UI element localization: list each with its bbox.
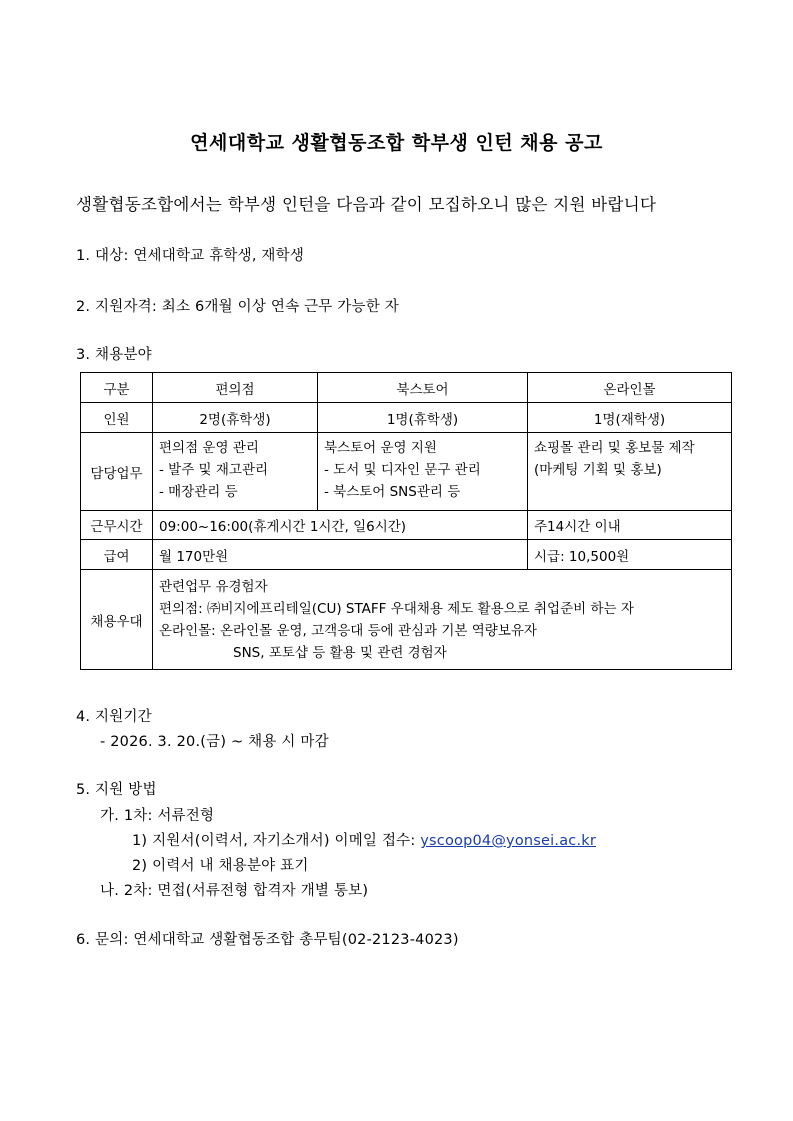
section-method-heading: 5. 지원 방법 [76,782,157,798]
header-convenience-store: 편의점 [153,373,318,403]
table-row-preference [81,570,732,670]
cell-personnel-convenience: 2명(휴학생) [153,403,318,433]
section-contact: 6. 문의: 연세대학교 생활협동조합 총무팀(02-2123-4023) [76,932,459,948]
cell-personnel-bookstore: 1명(휴학생) [318,403,528,433]
section-period-heading: 4. 지원기간 [76,709,152,725]
section-period-detail: - 2026. 3. 20.(금) ~ 채용 시 마감 [100,734,329,750]
page-title: 연세대학교 생활협동조합 학부생 인턴 채용 공고 [190,132,603,154]
row-label-personnel: 인원 [81,403,153,433]
method-step2: 나. 2차: 면접(서류전형 합격자 개별 통보) [100,883,369,899]
table-row-personnel [81,403,732,433]
section-fields-heading: 3. 채용분야 [76,347,152,363]
cell-pay-online: 시급: 10,500원 [528,540,732,570]
row-label-preference: 채용우대 [81,570,153,670]
method-step1-item2: 2) 이력서 내 채용분야 표기 [132,858,309,874]
duty-line: 편의점 운영 관리 [159,440,259,456]
duty-line: - 북스토어 SNS관리 등 [324,484,461,500]
table-row-duties [81,433,732,511]
duty-line: - 매장관리 등 [159,484,238,500]
header-bookstore: 북스토어 [318,373,528,403]
cell-duties-convenience [153,433,318,511]
section-qualification: 2. 지원자격: 최소 6개월 이상 연속 근무 가능한 자 [76,299,399,315]
method-step1-item1 [132,829,596,850]
email-link[interactable]: yscoop04@yonsei.ac.kr [420,833,597,849]
cell-hours-online: 주14시간 이내 [528,511,732,540]
table-header-row [81,373,732,403]
preference-line: SNS, 포토샵 등 활용 및 관련 경험자 [233,644,447,661]
cell-personnel-online: 1명(재학생) [528,403,732,433]
method-step1: 가. 1차: 서류전형 [100,808,215,824]
cell-preference [153,570,732,670]
header-category: 구분 [81,373,153,403]
cell-duties-bookstore [318,433,528,511]
preference-line: 편의점: ㈜비지에프리테일(CU) STAFF 우대채용 제도 활용으로 취업준비 하는 자 [159,600,634,617]
duty-line: 쇼핑몰 관리 및 홍보물 제작 [534,440,695,456]
row-label-duties: 담당업무 [81,433,153,511]
row-label-pay: 급여 [81,540,153,570]
duty-line: (마케팅 기획 및 홍보) [534,462,662,478]
preference-line: 온라인몰: 온라인몰 운영, 고객응대 등에 관심과 기본 역량보유자 [159,622,537,639]
preference-line: 관련업무 유경험자 [159,578,268,595]
section-target: 1. 대상: 연세대학교 휴학생, 재학생 [76,248,305,264]
duty-line: - 발주 및 재고관리 [159,462,269,478]
cell-pay-main: 월 170만원 [153,540,528,570]
header-online-mall: 온라인몰 [528,373,732,403]
method-step1-item1-text: 1) 지원서(이력서, 자기소개서) 이메일 접수: [132,833,421,849]
table-row-hours [81,511,732,540]
row-label-hours: 근무시간 [81,511,153,540]
duty-line: 북스토어 운영 지원 [324,440,437,456]
cell-hours-main: 09:00~16:00(휴게시간 1시간, 일6시간) [153,511,528,540]
table-row-pay [81,540,732,570]
recruitment-table [80,372,732,670]
cell-duties-online [528,433,732,511]
duty-line: - 도서 및 디자인 문구 관리 [324,462,481,478]
intro-text: 생활협동조합에서는 학부생 인턴을 다음과 같이 모집하오니 많은 지원 바랍니다 [76,195,657,214]
